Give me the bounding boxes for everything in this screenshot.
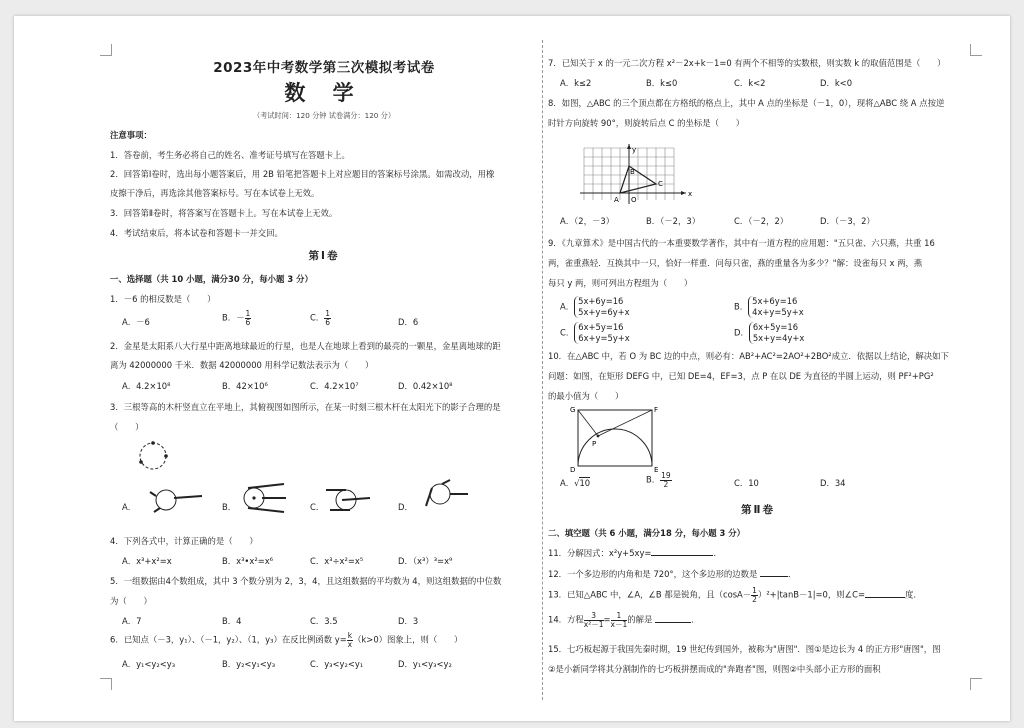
q8-label-o: O [631, 196, 637, 204]
q13-stem: 13．已知△ABC 中，∠A，∠B 都是锐角，且（cosA－ $\frac{1}{2}$ ）²+|tanB－1|=0，则∠C= 度． [548, 586, 922, 604]
q12-stem: 12．一个多边形的内角和是 720°，这个多边形的边数是 ． [548, 569, 797, 579]
q7-stem: 7．已知关于 x 的一元二次方程 x²－2x+k－1=0 有两个不相等的实数根，则实数 k 的取值范围是（ ） [548, 58, 946, 68]
subject-title: 数 学 [284, 81, 364, 105]
q4-option-c: C．x³÷x²=x⁵ [310, 556, 364, 566]
q8-stem: 8．如图，△ABC 的三个顶点都在方格纸的格点上，其中 A 点的坐标是（－1，0），现将△ABC 绕 A 点按逆 [548, 98, 945, 108]
q15-stem: ②是小新同学将其分割制作的七巧板拼摆而成的"奔跑者"图，则图②中头部小正方形的面积 [548, 664, 881, 674]
q2-option-d: D．0.42×10⁸ [398, 381, 453, 391]
q8-label-x: x [688, 190, 693, 198]
q3-option-a: A． [122, 502, 137, 512]
q1-stem: 1．－6 的相反数是（ ） [110, 294, 216, 304]
q9-option-d: D．6x+5y=16 5x+y=4y+x [734, 322, 805, 343]
q2-option-a: A．4.2×10⁸ [122, 381, 171, 391]
q4-option-b: B．x³•x²=x⁶ [222, 556, 274, 566]
exam-info: （考试时间：120 分钟 试卷满分：120 分） [252, 111, 396, 120]
q3-option-a-figure [146, 482, 206, 518]
q1-option-a: A．－6 [122, 317, 150, 327]
notice-item: 3．回答第Ⅱ卷时，将答案写在答题卡上。写在本试卷上无效。 [110, 208, 338, 218]
column-divider [542, 40, 543, 700]
q6-option-c: C．y₃<y₂<y₁ [310, 659, 364, 669]
q14-stem: 14．方程 $\frac{3}{\text{x²－1}}$ = $\frac{1}{x-1}$ 的解是 ． [548, 611, 700, 629]
q5-option-b: B．4 [222, 616, 242, 626]
q8-label-a: A [614, 196, 619, 204]
q10-option-a: A．√10 [560, 478, 591, 488]
q3-option-b: B． [222, 502, 237, 512]
q10-stem: 的最小值为（ ） [548, 391, 624, 401]
q8-grid-figure [578, 144, 698, 206]
q1-option-b: B．－ $\frac{1}{6}$ [222, 309, 251, 327]
notice-heading: 注意事项： [110, 130, 152, 140]
exam-title: 2023年中考数学第三次模拟考试卷 [213, 60, 435, 76]
q9-option-b: B．5x+6y=16 4x+y=5y+x [734, 296, 804, 317]
q8-label-c: C [658, 180, 663, 188]
q3-option-d: D． [398, 502, 413, 512]
crop-mark-bottom-right [970, 678, 982, 690]
q8-label-b: B [630, 168, 635, 176]
q11-stem: 11．分解因式：x²y+5xy= ． [548, 548, 722, 558]
q9-stem: 两，雀重燕轻．互换其中一只，恰好一样重．问每只雀，燕的重量各为多少？"解：设雀每只 x 两，燕 [548, 258, 923, 268]
part1-heading: 第Ⅰ卷 [308, 250, 340, 262]
q7-option-c: C．k<2 [734, 78, 766, 88]
q10-stem: 10．在△ABC 中，若 O 为 BC 边的中点，则必有：AB²+AC²=2AO²+2BO²成立．依据以上结论，解决如下 [548, 351, 949, 361]
q1-option-c: C． $\frac{1}{6}$ [310, 309, 331, 327]
q6-option-a: A．y₁<y₂<y₃ [122, 659, 176, 669]
section2-heading: 二、填空题（共 6 小题，满分18 分，每小题 3 分） [548, 528, 746, 538]
q9-option-a: A．5x+6y=16 5x+y=6y+x [560, 296, 630, 317]
q3-stem: 3．三根等高的木杆竖直立在平地上，其俯视图如图所示，在某一时刻三根木杆在太阳光下的影子合理的是 [110, 402, 501, 412]
q10-stem: 问题：如图，在矩形 DEFG 中，已知 DE=4，EF=3，点 P 在以 DE 为直径的半圆上运动，则 PF²+PG² [548, 371, 934, 381]
q4-option-a: A．x³+x²=x [122, 556, 172, 566]
q1-option-d: D．6 [398, 317, 419, 327]
crop-mark-bottom-left [100, 678, 112, 690]
q10-label-p: P [592, 440, 597, 448]
notice-item: 1．答卷前，考生务必将自己的姓名、准考证号填写在答题卡上。 [110, 150, 350, 160]
q3-option-b-figure [234, 478, 294, 514]
exam-paper [14, 16, 1010, 721]
q6-stem: 6．已知点（－3，y₁）、（－1，y₂）、（1，y₃）在反比例函数 y= $\frac{k}{x}$ （k>0）图象上，则（ ） [110, 631, 463, 649]
q10-label-d: D [570, 466, 576, 474]
q3-option-c-figure [322, 482, 382, 518]
q2-stem: 2．金星是太阳系八大行星中距离地球最近的行星，也是人在地球上看到的最亮的一颗星，金星离地球的距 [110, 341, 501, 351]
q8-stem: 时针方向旋转 90°，则旋转后点 C 的坐标是（ ） [548, 118, 745, 128]
notice-item: 4．考试结束后，将本试卷和答题卡一并交回。 [110, 228, 283, 238]
q4-option-d: D．（x³）³=x⁹ [398, 556, 453, 566]
q10-label-f: F [654, 406, 659, 414]
q8-label-y: y [632, 146, 637, 154]
q3-option-c: C． [310, 502, 325, 512]
q9-option-c: C．6x+5y=16 6x+y=5y+x [560, 322, 630, 343]
crop-mark-top-left [100, 44, 112, 56]
q10-option-c: C．10 [734, 478, 759, 488]
q3-option-d-figure [410, 476, 470, 512]
q10-rectangle-figure [570, 404, 660, 474]
part2-heading: 第Ⅱ卷 [741, 504, 775, 516]
q10-label-g: G [570, 406, 576, 414]
q2-stem: 离为 42000000 千米．数据 42000000 用科学记数法表示为（ ） [110, 360, 374, 370]
q8-option-a: A．（2，－3） [560, 216, 615, 226]
q9-stem: 9．《九章算术》是中国古代的一本重要数学著作，其中有一道方程的应用题："五只雀、六只燕，共重 16 [548, 238, 935, 248]
q3-top-view-figure [136, 440, 174, 474]
q7-option-b: B．k≤0 [646, 78, 678, 88]
section1-heading: 一、选择题（共 10 小题，满分30 分，每小题 3 分） [110, 274, 313, 284]
q15-stem: 15．七巧板起源于我国先秦时期，19 世纪传到国外，被称为"唐图"．图①是边长为 4 的正方形"唐图"，图 [548, 644, 941, 654]
q8-option-b: B．（－2，3） [646, 216, 701, 226]
q5-option-a: A．7 [122, 616, 142, 626]
q5-stem: 为（ ） [110, 596, 152, 606]
q5-option-c: C．3.5 [310, 616, 338, 626]
q6-option-d: D．y₁<y₃<y₂ [398, 659, 452, 669]
crop-mark-top-right [970, 44, 982, 56]
q4-stem: 4．下列各式中，计算正确的是（ ） [110, 536, 258, 546]
q8-option-d: D．（－3，2） [820, 216, 875, 226]
q10-option-b: B． $\frac{19}{2}$ [646, 471, 671, 489]
q7-option-d: D．k<0 [820, 78, 853, 88]
q3-stem: （ ） [110, 422, 144, 432]
q10-option-d: D．34 [820, 478, 846, 488]
notice-item: 2．回答第Ⅰ卷时，选出每小题答案后，用 2B 铅笔把答题卡上对应题目的答案标号涂黑。如需改动，用橡 [110, 169, 495, 179]
q9-stem: 每只 y 两，则可列出方程组为（ ） [548, 278, 693, 288]
q6-option-b: B．y₂<y₁<y₃ [222, 659, 276, 669]
q7-option-a: A．k≤2 [560, 78, 592, 88]
q8-option-c: C．（－2，2） [734, 216, 789, 226]
notice-item: 皮擦干净后，再选涂其他答案标号。写在本试卷上无效。 [110, 188, 320, 198]
q10-label-e: E [654, 466, 659, 474]
q5-stem: 5．一组数据由4个数组成，其中 3 个数分别为 2，3，4，且这组数据的平均数为 4，则这组数据的中位数 [110, 576, 502, 586]
q2-option-b: B．42×10⁶ [222, 381, 268, 391]
q5-option-d: D．3 [398, 616, 419, 626]
q2-option-c: C．4.2×10⁷ [310, 381, 359, 391]
